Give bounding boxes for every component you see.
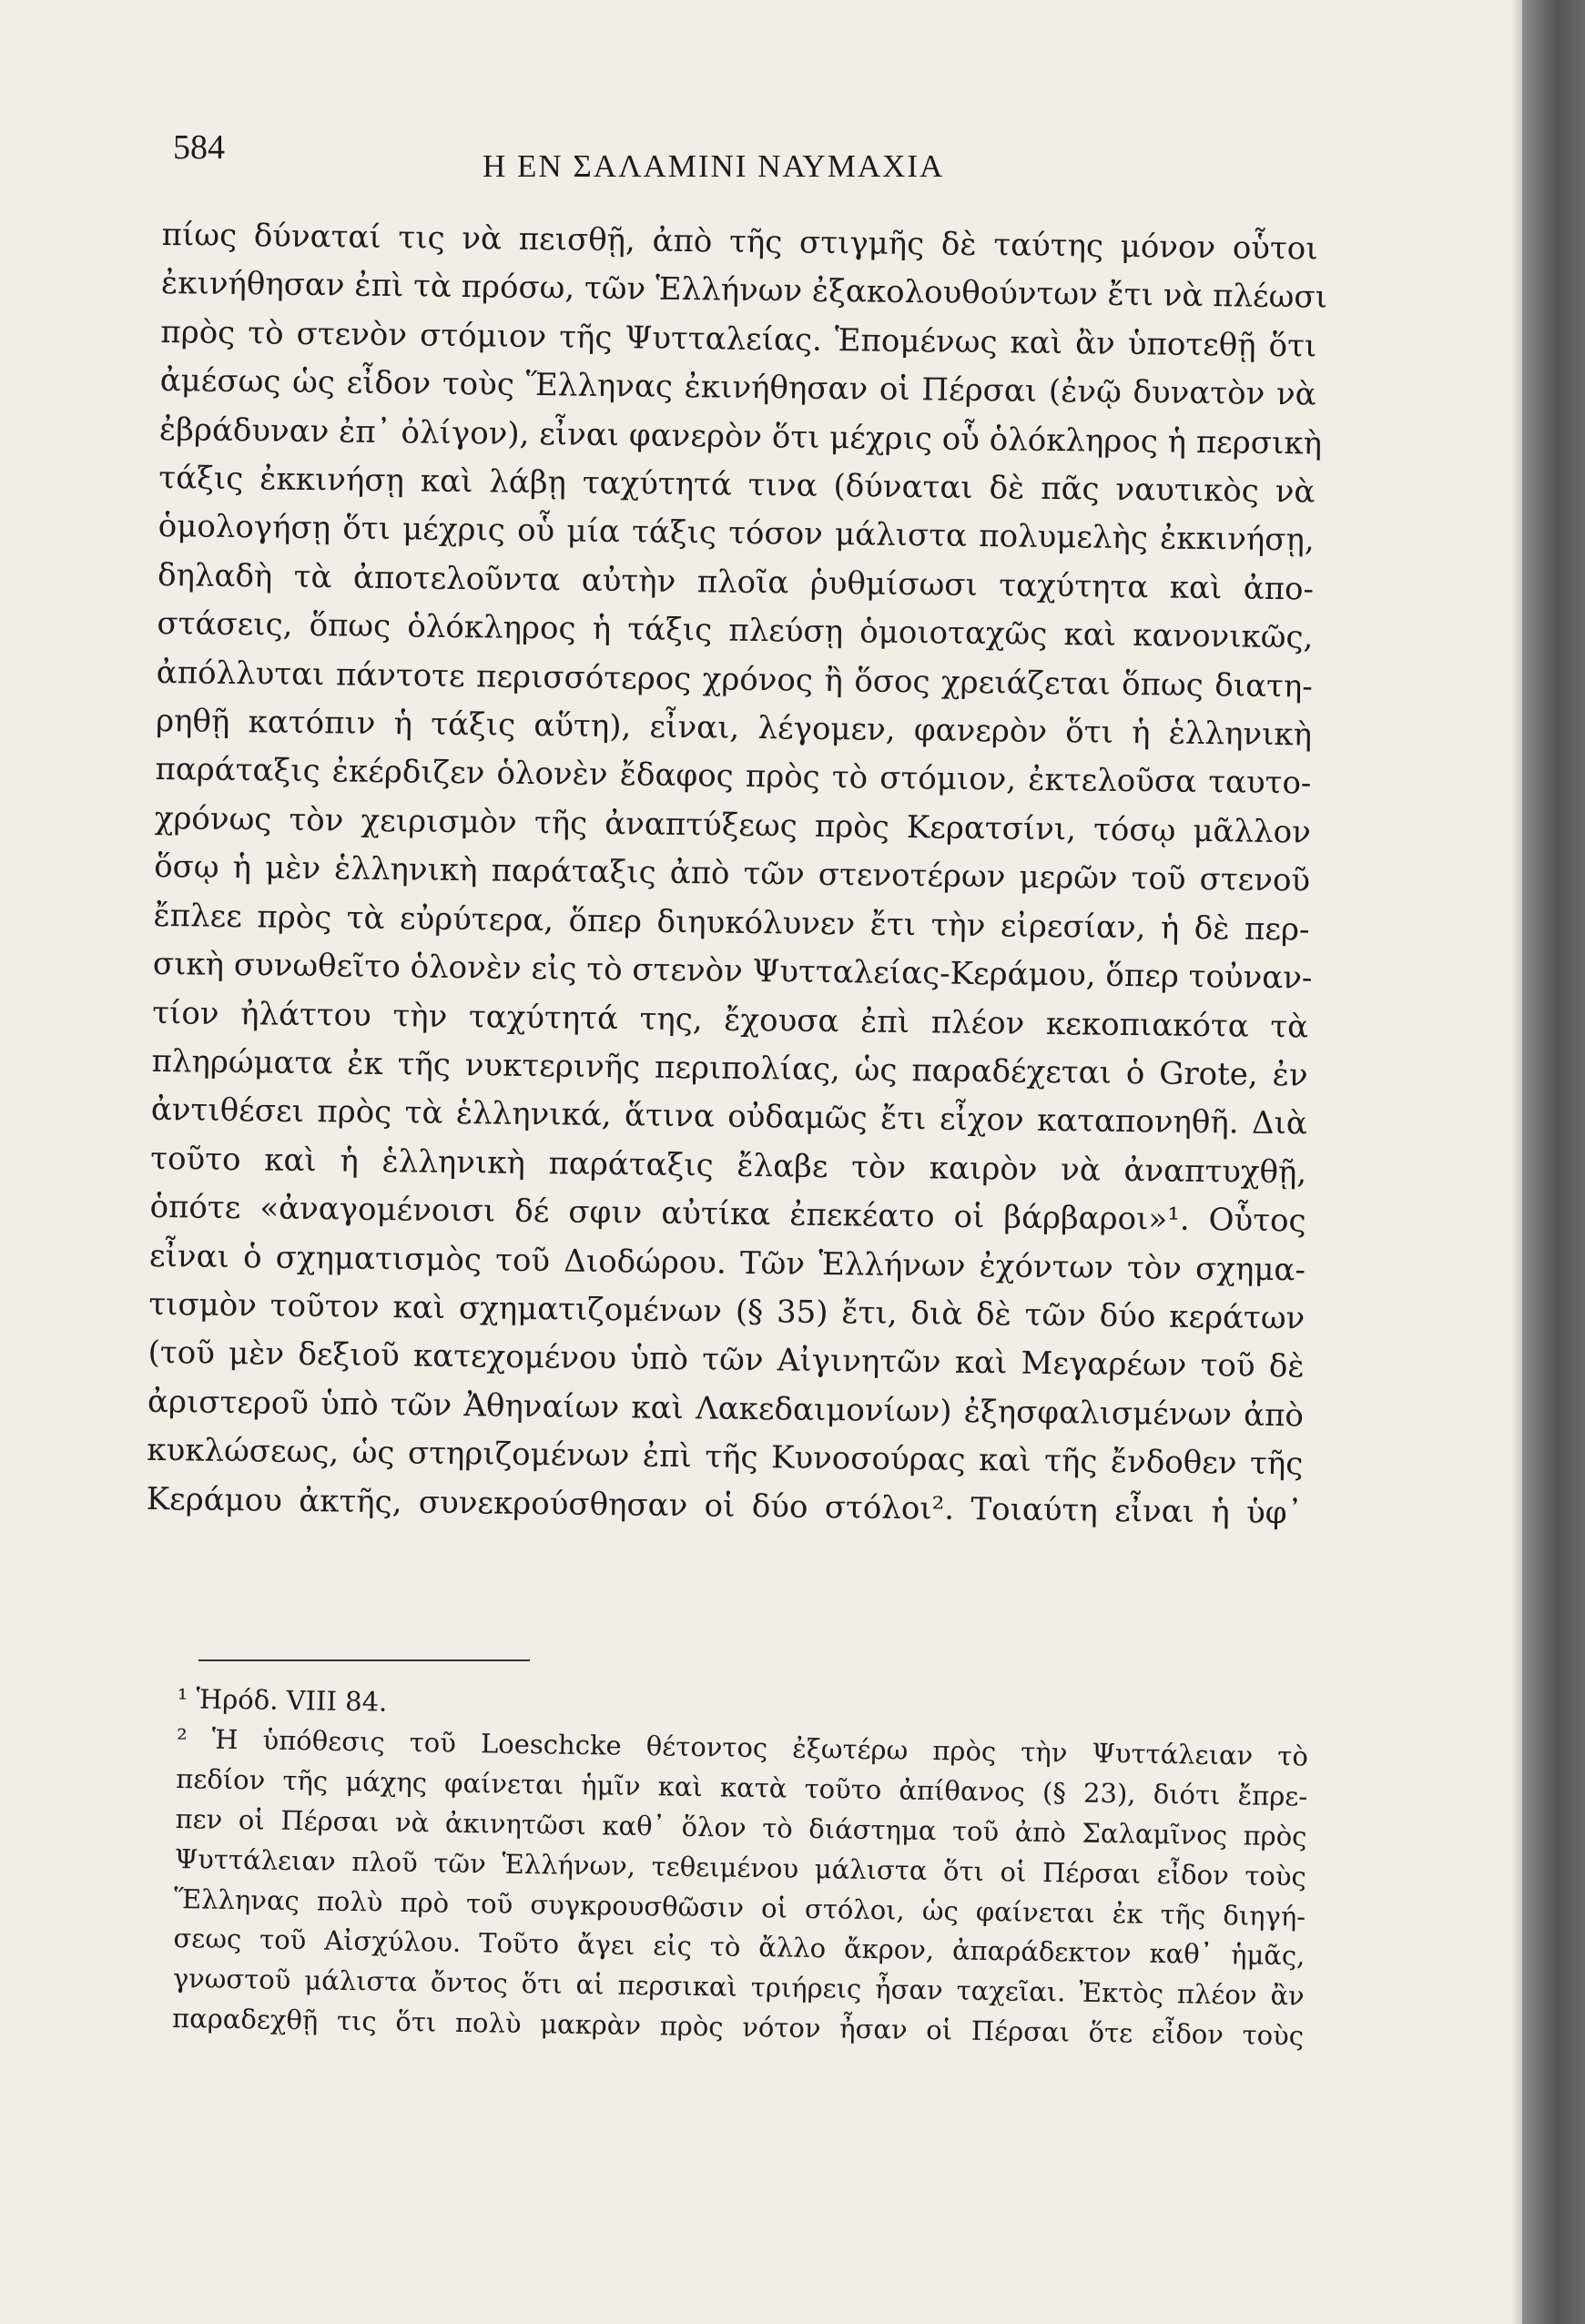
body-line: τίον ἠλάττου τὴν ταχύτητά της, ἔχουσα ἐπὶ πλέον κεκοπιακότα τὰ — [151, 994, 1309, 1045]
body-line: Κεράμου ἀκτῆς, συνεκρούσθησαν οἱ δύο στόλοι². Τοιαύτη εἶναι ἡ ὑφ᾽ — [146, 1480, 1303, 1531]
running-head: Η ΕΝ ΣΑΛΑΜΙΝΙ ΝΑΥΜΑΧΙΑ — [483, 148, 945, 184]
footnote-line: παραδεχθῇ τις ὅτι πολὺ μακρὰν πρὸς νότον ἦσαν οἱ Πέρσαι ὅτε εἶδον τοὺς — [171, 2003, 1305, 2052]
footnote-line: σεως τοῦ Αἰσχύλου. Τοῦτο ἄγει εἰς τὸ ἄλλο ἄκρον, ἀπαράδεκτον καθ᾽ ἡμᾶς, — [173, 1923, 1306, 1972]
footnote-line: Ψυττάλειαν πλοῦ τῶν Ἑλλήνων, τεθειμένου μάλιστα ὅτι οἱ Πέρσαι εἶδον τοὺς — [174, 1842, 1307, 1893]
body-line: στάσεις, ὅπως ὁλόκληρος ἡ τάξις πλεύσῃ ὁμοιοταχῶς καὶ κανονικῶς, — [157, 605, 1314, 656]
body-line: ἀπόλλυται πάντοτε περισσότερος χρόνος ἢ ὅσος χρειάζεται ὅπως διατη- — [156, 654, 1313, 705]
page-number: 584 — [173, 128, 225, 167]
body-line: τοῦτο καὶ ἡ ἑλληνικὴ παράταξις ἔλαβε τὸν καιρὸν νὰ ἀναπτυχθῇ, — [150, 1140, 1307, 1192]
body-line: πρὸς τὸ στενὸν στόμιον τῆς Ψυτταλείας. Ἑπομένως καὶ ἂν ὑποτεθῇ ὅτι — [160, 313, 1317, 365]
footnote-line: Ἕλληνας πολὺ πρὸ τοῦ συγκρουσθῶσιν οἱ στόλοι, ὡς φαίνεται ἐκ τῆς διηγή- — [173, 1883, 1306, 1933]
body-line: ἐκινήθησαν ἐπὶ τὰ πρόσω, τῶν Ἑλλήνων ἐξακολουθούντων ἔτι νὰ πλέωσι — [160, 265, 1328, 317]
body-line: κυκλώσεως, ὡς στηριζομένων ἐπὶ τῆς Κυνοσούρας καὶ τῆς ἔνδοθεν τῆς — [147, 1432, 1304, 1483]
body-line: ἔπλεε πρὸς τὰ εὐρύτερα, ὅπερ διηυκόλυνεν ἔτι τὴν εἰρεσίαν, ἡ δὲ περ- — [153, 897, 1310, 949]
body-line: εἶναι ὁ σχηματισμὸς τοῦ Διοδώρου. Τῶν Ἑλλήνων ἐχόντων τὸν σχημα- — [148, 1237, 1306, 1288]
body-line: ἀμέσως ὡς εἶδον τοὺς Ἕλληνας ἐκινήθησαν οἱ Πέρσαι (ἐνῷ δυνατὸν νὰ — [159, 362, 1316, 413]
footnotes — [172, 1680, 1309, 2057]
body-line: ἐβράδυναν ἐπ᾽ ὀλίγον), εἶναι φανερὸν ὅτι μέχρις οὗ ὁλόκληρος ἡ περσικὴ — [158, 411, 1323, 462]
footnote-line: πεν οἱ Πέρσαι νὰ ἀκινητῶσι καθ᾽ ὅλον τὸ διάστημα τοῦ ἀπὸ Σαλαμῖνος πρὸς — [175, 1802, 1307, 1852]
body-line: δηλαδὴ τὰ ἀποτελοῦντα αὐτὴν πλοῖα ῥυθμίσωσι ταχύτητα καὶ ἀπο- — [157, 556, 1315, 608]
body-line: τισμὸν τοῦτον καὶ σχηματιζομένων (§ 35) ἔτι, διὰ δὲ τῶν δύο κεράτων — [148, 1285, 1306, 1337]
body-line: ὁμολογήσῃ ὅτι μέχρις οὗ μία τάξις τόσον μάλιστα πολυμελὴς ἐκκινήσῃ, — [157, 508, 1315, 559]
body-line: ἀντιθέσει πρὸς τὰ ἑλληνικά, ἅτινα οὐδαμῶς ἔτι εἶχον καταπονηθῆ. Διὰ — [150, 1091, 1308, 1142]
body-line: πληρώματα ἐκ τῆς νυκτερινῆς περιπολίας, ὡς παραδέχεται ὁ Grote, ἐν — [151, 1042, 1308, 1094]
body-line: ρηθῇ κατόπιν ἡ τάξις αὕτη), εἶναι, λέγομεν, φανερὸν ὅτι ἡ ἑλληνικὴ — [155, 703, 1313, 754]
body-line: χρόνως τὸν χειρισμὸν τῆς ἀναπτύξεως πρὸς Κερατσίνι, τόσῳ μᾶλλον — [154, 799, 1312, 851]
body-text — [146, 211, 1328, 1537]
body-line: τάξις ἐκκινήσῃ καὶ λάβῃ ταχύτητά τινα (δύναται δὲ πᾶς ναυτικὸς νὰ — [158, 460, 1316, 511]
body-line: σικὴ συνωθεῖτο ὁλονὲν εἰς τὸ στενὸν Ψυτταλείας-Κεράμου, ὅπερ τοὐναν- — [152, 946, 1313, 997]
body-line: (τοῦ μὲν δεξιοῦ κατεχομένου ὑπὸ τῶν Αἰγινητῶν καὶ Μεγαρέων τοῦ δὲ — [147, 1335, 1305, 1385]
footnote-line: ² Ἡ ὑπόθεσις τοῦ Loeschcke θέτοντος ἐξωτέρω πρὸς τὴν Ψυττάλειαν τὸ — [176, 1722, 1309, 1772]
footnote-divider — [198, 1659, 530, 1661]
footnote-line: πεδίον τῆς μάχης φαίνεται ἡμῖν καὶ κατὰ τοῦτο ἀπίθανος (§ 23), διότι ἔπρε- — [176, 1762, 1308, 1812]
body-line: ὁπότε «ἀναγομένοισι δέ σφιν αὐτίκα ἐπεκέατο οἱ βάρβαροι»¹. Οὗτος — [149, 1189, 1306, 1240]
body-line: ὅσῳ ἡ μὲν ἑλληνικὴ παράταξις ἀπὸ τῶν στενοτέρων μερῶν τοῦ στενοῦ — [153, 848, 1311, 899]
footnote-line: ¹ Ἡρόδ. VIII 84. — [177, 1682, 388, 1718]
body-line: παράταξις ἐκέρδιζεν ὁλονὲν ἔδαφος πρὸς τὸ στόμιον, ἐκτελοῦσα ταυτο- — [155, 751, 1312, 802]
binding-shadow — [1522, 0, 1585, 2324]
footnote-line: γνωστοῦ μάλιστα ὄντος ὅτι αἱ περσικαὶ τριήρεις ἦσαν ταχεῖαι. Ἐκτὸς πλέον ἂν — [172, 1963, 1305, 2012]
body-line: πίως δύναταί τις νὰ πεισθῇ, ἀπὸ τῆς στιγμῆς δὲ ταύτης μόνον οὗτοι — [161, 216, 1318, 268]
body-line: ἀριστεροῦ ὑπὸ τῶν Ἀθηναίων καὶ Λακεδαιμονίων) ἐξησφαλισμένων ἀπὸ — [147, 1383, 1305, 1435]
